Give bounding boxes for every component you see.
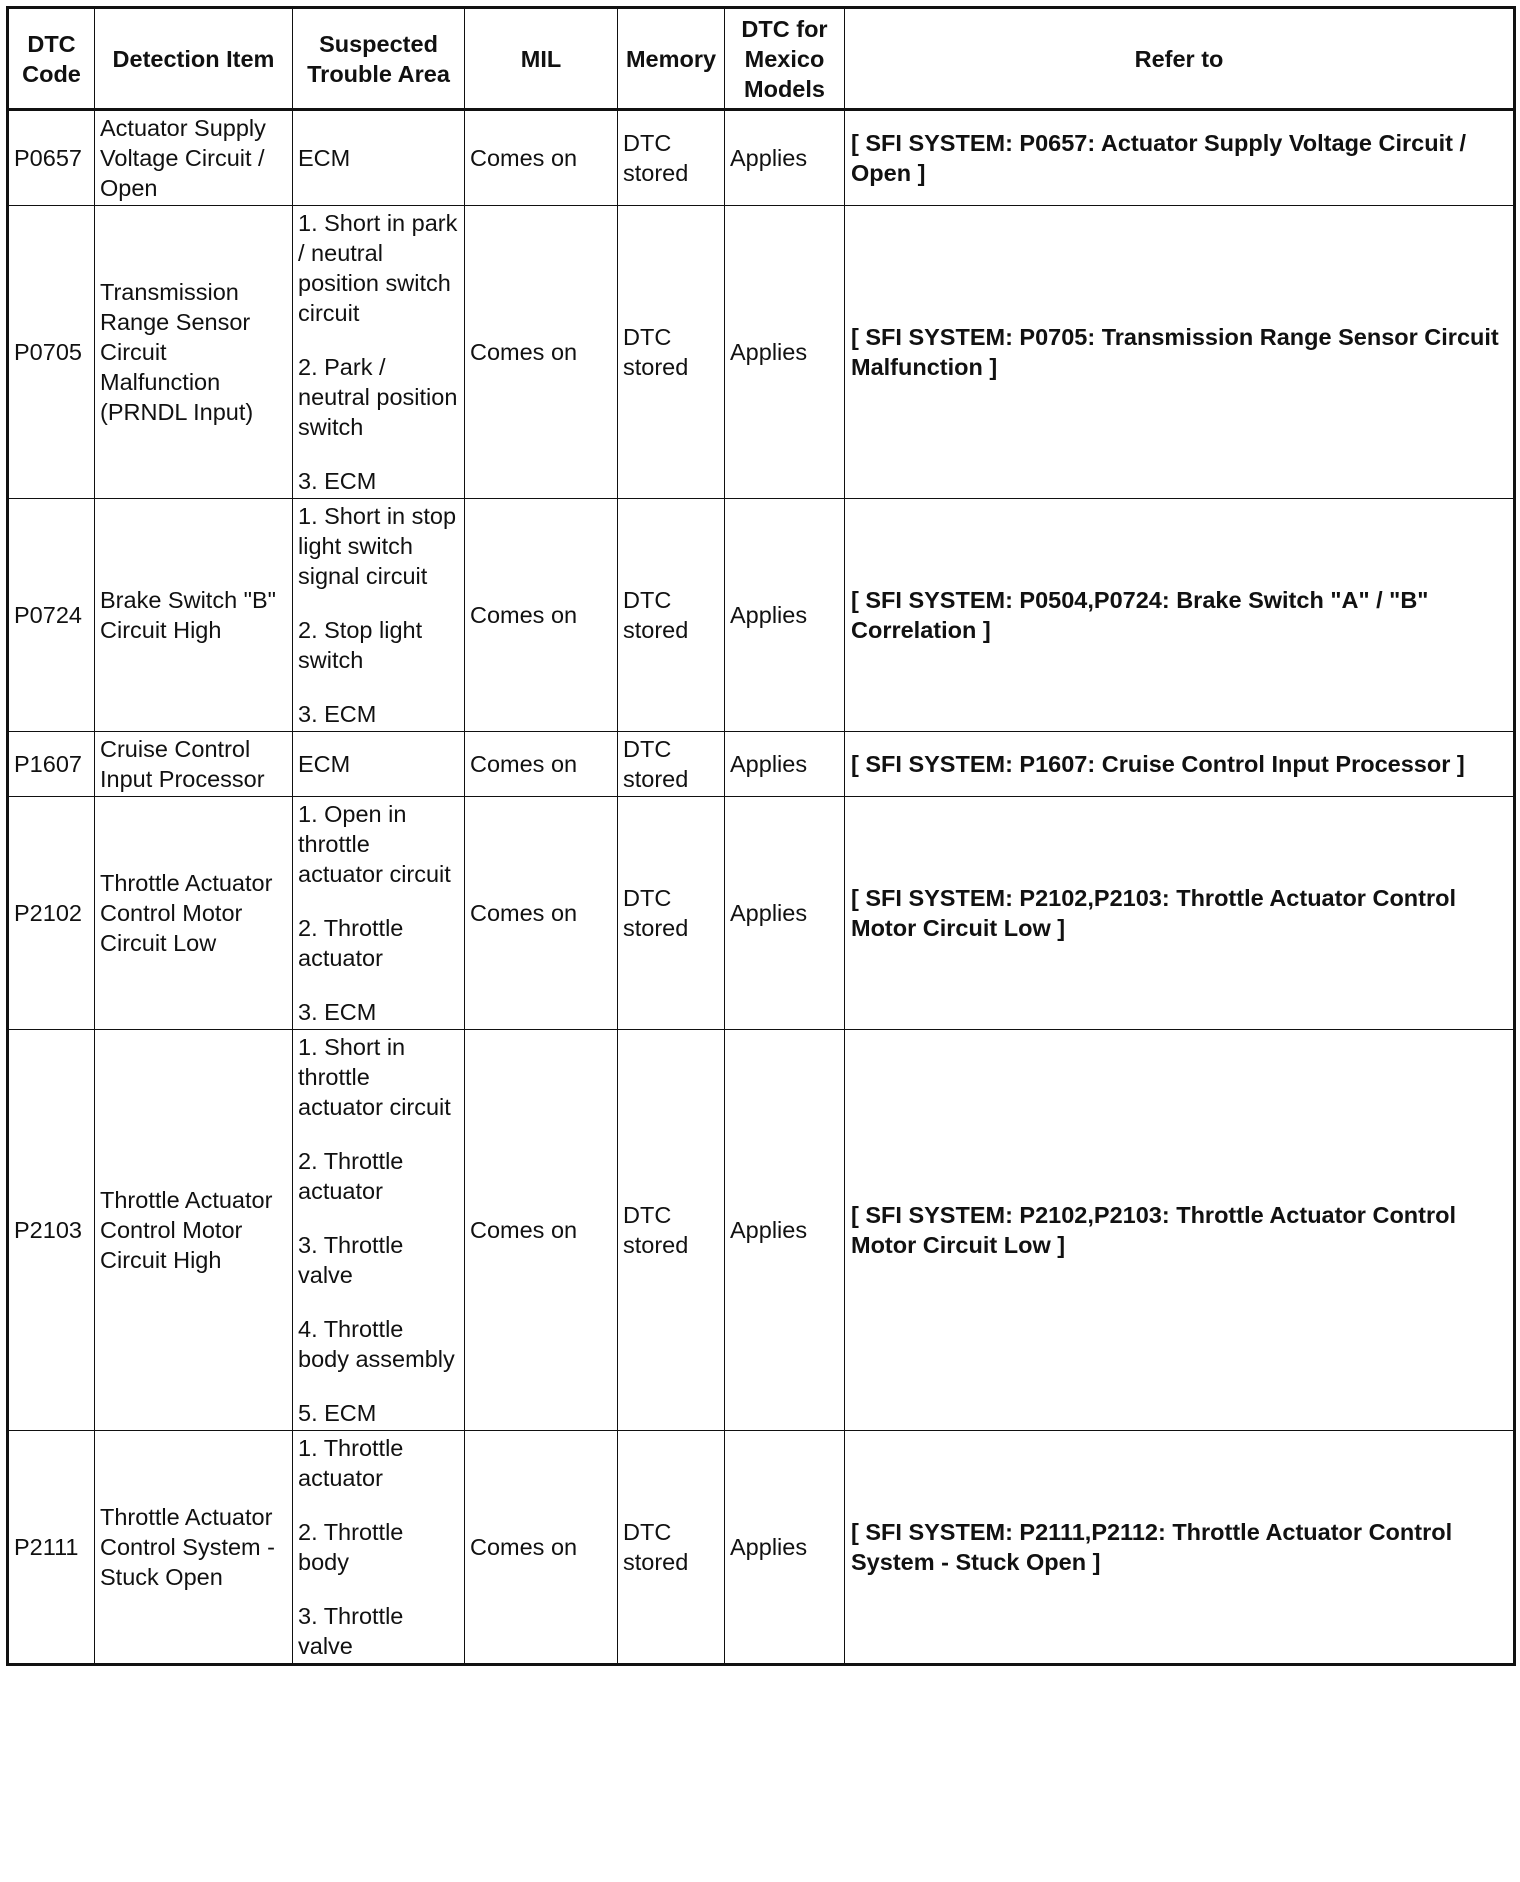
- table-row: [8, 1431, 1515, 1665]
- trouble-area-item: 2. Throttle actuator: [298, 1148, 404, 1204]
- refer-to-cell: [ SFI SYSTEM: P2111,P2112: Throttle Actuator Control System - Stuck Open ]: [845, 1431, 1515, 1665]
- dtc-table-container: [6, 6, 1516, 1666]
- table-header-row: [8, 8, 1515, 110]
- trouble-area-item: 1. Short in park / neutral position switch circuit: [298, 210, 458, 326]
- trouble-area-item: ECM: [298, 751, 351, 777]
- trouble-area-item: 3. ECM: [298, 468, 377, 494]
- trouble-area-item: 1. Throttle actuator: [298, 1435, 404, 1491]
- memory-cell: DTC stored: [618, 797, 725, 1030]
- suspected-trouble-area-cell: [293, 732, 465, 797]
- trouble-area-item: 1. Short in throttle actuator circuit: [298, 1034, 451, 1120]
- mexico-applies-cell: Applies: [725, 797, 845, 1030]
- mexico-applies-cell: Applies: [725, 206, 845, 499]
- mil-cell: Comes on: [465, 1431, 618, 1665]
- refer-to-cell: [ SFI SYSTEM: P0705: Transmission Range Sensor Circuit Malfunction ]: [845, 206, 1515, 499]
- dtc-code-cell: P0657: [8, 110, 95, 206]
- suspected-trouble-area-cell: [293, 206, 465, 499]
- trouble-area-list: [298, 799, 460, 1027]
- suspected-trouble-area-cell: [293, 797, 465, 1030]
- detection-item-cell: Throttle Actuator Control System - Stuck Open: [95, 1431, 293, 1665]
- trouble-area-item: 3. ECM: [298, 701, 377, 727]
- trouble-area-item: 2. Throttle actuator: [298, 915, 404, 971]
- memory-cell: DTC stored: [618, 1030, 725, 1431]
- trouble-area-item: 2. Throttle body: [298, 1519, 404, 1575]
- mexico-applies-cell: Applies: [725, 499, 845, 732]
- mexico-applies-cell: Applies: [725, 732, 845, 797]
- table-body: [8, 110, 1515, 1665]
- dtc-code-cell: P2111: [8, 1431, 95, 1665]
- dtc-table: [6, 6, 1516, 1666]
- trouble-area-list: [298, 1433, 460, 1661]
- memory-cell: DTC stored: [618, 499, 725, 732]
- table-row: [8, 732, 1515, 797]
- header-suspected-trouble-area: Suspected Trouble Area: [293, 8, 465, 110]
- suspected-trouble-area-cell: [293, 110, 465, 206]
- refer-to-cell: [ SFI SYSTEM: P0504,P0724: Brake Switch "A" / "B" Correlation ]: [845, 499, 1515, 732]
- trouble-area-list: [298, 143, 460, 173]
- mil-cell: Comes on: [465, 110, 618, 206]
- mexico-applies-cell: Applies: [725, 1030, 845, 1431]
- mexico-applies-cell: Applies: [725, 110, 845, 206]
- detection-item-cell: Actuator Supply Voltage Circuit / Open: [95, 110, 293, 206]
- header-dtc-code: DTC Code: [8, 8, 95, 110]
- mil-cell: Comes on: [465, 206, 618, 499]
- refer-to-cell: [ SFI SYSTEM: P0657: Actuator Supply Voltage Circuit / Open ]: [845, 110, 1515, 206]
- trouble-area-item: 4. Throttle body assembly: [298, 1316, 455, 1372]
- table-row: [8, 110, 1515, 206]
- detection-item-cell: Cruise Control Input Processor: [95, 732, 293, 797]
- memory-cell: DTC stored: [618, 1431, 725, 1665]
- trouble-area-item: 1. Short in stop light switch signal circuit: [298, 503, 457, 589]
- trouble-area-list: [298, 501, 460, 729]
- trouble-area-item: 2. Park / neutral position switch: [298, 354, 458, 440]
- mil-cell: Comes on: [465, 1030, 618, 1431]
- suspected-trouble-area-cell: [293, 1030, 465, 1431]
- trouble-area-item: 5. ECM: [298, 1400, 377, 1426]
- trouble-area-list: [298, 1032, 460, 1428]
- dtc-code-cell: P1607: [8, 732, 95, 797]
- header-refer-to: Refer to: [845, 8, 1515, 110]
- refer-to-cell: [ SFI SYSTEM: P2102,P2103: Throttle Actuator Control Motor Circuit Low ]: [845, 797, 1515, 1030]
- dtc-code-cell: P2103: [8, 1030, 95, 1431]
- table-row: [8, 797, 1515, 1030]
- trouble-area-item: 3. ECM: [298, 999, 377, 1025]
- dtc-code-cell: P2102: [8, 797, 95, 1030]
- suspected-trouble-area-cell: [293, 499, 465, 732]
- trouble-area-item: 3. Throttle valve: [298, 1232, 404, 1288]
- memory-cell: DTC stored: [618, 110, 725, 206]
- detection-item-cell: Throttle Actuator Control Motor Circuit Low: [95, 797, 293, 1030]
- header-dtc-for-mexico: DTC for Mexico Models: [725, 8, 845, 110]
- trouble-area-item: 2. Stop light switch: [298, 617, 423, 673]
- dtc-code-cell: P0705: [8, 206, 95, 499]
- mil-cell: Comes on: [465, 732, 618, 797]
- refer-to-cell: [ SFI SYSTEM: P2102,P2103: Throttle Actuator Control Motor Circuit Low ]: [845, 1030, 1515, 1431]
- trouble-area-item: 1. Open in throttle actuator circuit: [298, 801, 451, 887]
- trouble-area-item: ECM: [298, 145, 351, 171]
- trouble-area-list: [298, 749, 460, 779]
- mil-cell: Comes on: [465, 499, 618, 732]
- detection-item-cell: Throttle Actuator Control Motor Circuit High: [95, 1030, 293, 1431]
- dtc-code-cell: P0724: [8, 499, 95, 732]
- detection-item-cell: Brake Switch "B" Circuit High: [95, 499, 293, 732]
- trouble-area-list: [298, 208, 460, 496]
- memory-cell: DTC stored: [618, 206, 725, 499]
- suspected-trouble-area-cell: [293, 1431, 465, 1665]
- header-detection-item: Detection Item: [95, 8, 293, 110]
- mil-cell: Comes on: [465, 797, 618, 1030]
- header-memory: Memory: [618, 8, 725, 110]
- trouble-area-item: 3. Throttle valve: [298, 1603, 404, 1659]
- header-mil: MIL: [465, 8, 618, 110]
- memory-cell: DTC stored: [618, 732, 725, 797]
- table-row: [8, 499, 1515, 732]
- table-row: [8, 206, 1515, 499]
- mexico-applies-cell: Applies: [725, 1431, 845, 1665]
- table-row: [8, 1030, 1515, 1431]
- detection-item-cell: Transmission Range Sensor Circuit Malfunction (PRNDL Input): [95, 206, 293, 499]
- refer-to-cell: [ SFI SYSTEM: P1607: Cruise Control Input Processor ]: [845, 732, 1515, 797]
